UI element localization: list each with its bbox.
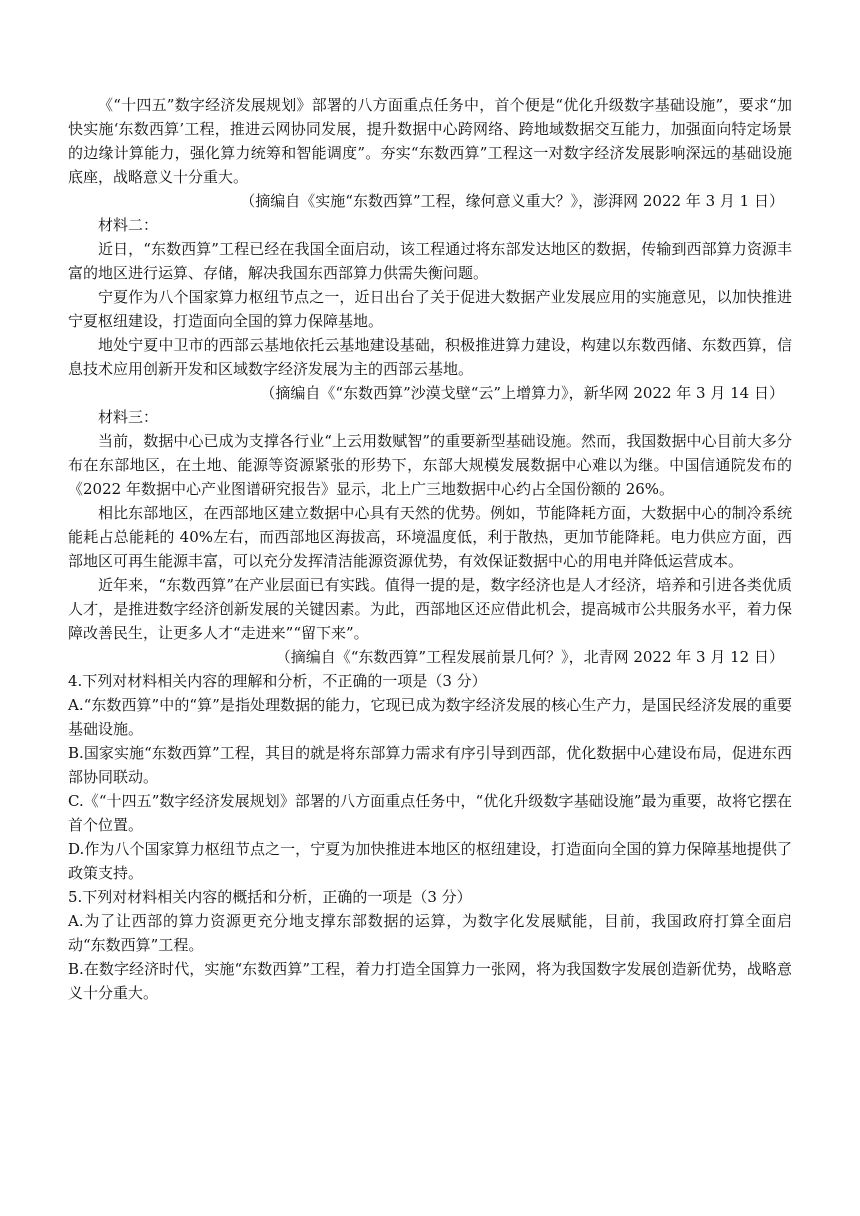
material-three-paragraph-1: 当前，数据中心已成为支撑各行业“上云用数赋智”的重要新型基础设施。然而，我国数据中心目前大多分布在东部地区，在土地、能源等资源紧张的形势下，东部大规模发展数据中心难以为继。中国信通院发布的《2022 年数据中心产业图谱研究报告》显示，北上广三地数据中心约占全国份额的 26%。 <box>68 432 792 498</box>
material-two-paragraph-2: 宁夏作为八个国家算力枢纽节点之一，近日出台了关于促进大数据产业发展应用的实施意见，以加快推进宁夏枢纽建设，打造面向全国的算力保障基地。 <box>68 288 792 330</box>
question-5-option-a: A.为了让西部的算力资源更充分地支撑东部数据的运算，为数字化发展赋能，目前，我国政府打算全面启动“东数西算”工程。 <box>68 912 792 954</box>
material-one-paragraph: 《“十四五”数字经济发展规划》部署的八方面重点任务中，首个便是“优化升级数字基础设施”，要求“加快实施‘东数西算’工程，推进云网协同发展，提升数据中心跨网络、跨地域数据交互能力，加强面向特定场景的边缘计算能力，强化算力统筹和智能调度”。夯实“东数西算”工程这一对数字经济发展影响深远的基础设施底座，战略意义十分重大。 <box>68 96 792 186</box>
material-two-paragraph-3: 地处宁夏中卫市的西部云基地依托云基地建设基础，积极推进算力建设，构建以东数西储、东数西算，信息技术应用创新开发和区域数字经济发展为主的西部云基地。 <box>68 336 792 378</box>
question-4-option-a: A.“东数西算”中的“算”是指处理数据的能力，它现已成为数字经济发展的核心生产力，是国民经济发展的重要基础设施。 <box>68 696 792 738</box>
question-5-stem: 5.下列对材料相关内容的概括和分析，正确的一项是（3 分） <box>68 888 472 906</box>
question-4-stem: 4.下列对材料相关内容的理解和分析，不正确的一项是（3 分） <box>68 672 487 690</box>
question-4-option-c: C.《“十四五”数字经济发展规划》部署的八方面重点任务中，“优化升级数字基础设施”最为重要，故将它摆在首个位置。 <box>68 792 792 834</box>
material-three-paragraph-2: 相比东部地区，在西部地区建立数据中心具有天然的优势。例如，节能降耗方面，大数据中心的制冷系统能耗占总能耗的 40%左右，而西部地区海拔高，环境温度低，利于散热，更加节能降耗。电力供应方面，西部地区可再生能源丰富，可以充分发挥清洁能源资源优势，有效保证数据中心的用电并降低运营成本。 <box>68 504 792 570</box>
question-4-option-b: B.国家实施“东数西算”工程，其目的就是将东部算力需求有序引导到西部，优化数据中心建设布局，促进东西部协同联动。 <box>68 744 792 786</box>
material-three-source: （摘编自《“东数西算”工程发展前景几何？》，北青网 2022 年 3 月 12 日） <box>275 648 784 666</box>
material-three-paragraph-3: 近年来，“东数西算”在产业层面已有实践。值得一提的是，数字经济也是人才经济，培养和引进各类优质人才，是推进数字经济创新发展的关键因素。为此，西部地区还应借此机会，提高城市公共服务水平，着力保障改善民生，让更多人才“走进来”“留下来”。 <box>68 576 792 642</box>
question-4-option-d: D.作为八个国家算力枢纽节点之一，宁夏为加快推进本地区的枢纽建设，打造面向全国的算力保障基地提供了政策支持。 <box>68 840 792 882</box>
material-two-paragraph-1: 近日，“东数西算”工程已经在我国全面启动，该工程通过将东部发达地区的数据，传输到西部算力资源丰富的地区进行运算、存储，解决我国东西部算力供需失衡问题。 <box>68 240 792 282</box>
material-one-source: （摘编自《实施“东数西算”工程，缘何意义重大？》，澎湃网 2022 年 3 月 1 日） <box>240 192 784 210</box>
question-5-option-b: B.在数字经济时代，实施“东数西算”工程，着力打造全国算力一张网，将为我国数字发展创造新优势，战略意义十分重大。 <box>68 960 792 1002</box>
material-three-label: 材料三： <box>98 408 159 426</box>
material-two-source: （摘编自《“东数西算”沙漠戈壁“云”上增算力》，新华网 2022 年 3 月 14 日） <box>260 384 784 402</box>
material-two-label: 材料二： <box>98 216 159 234</box>
